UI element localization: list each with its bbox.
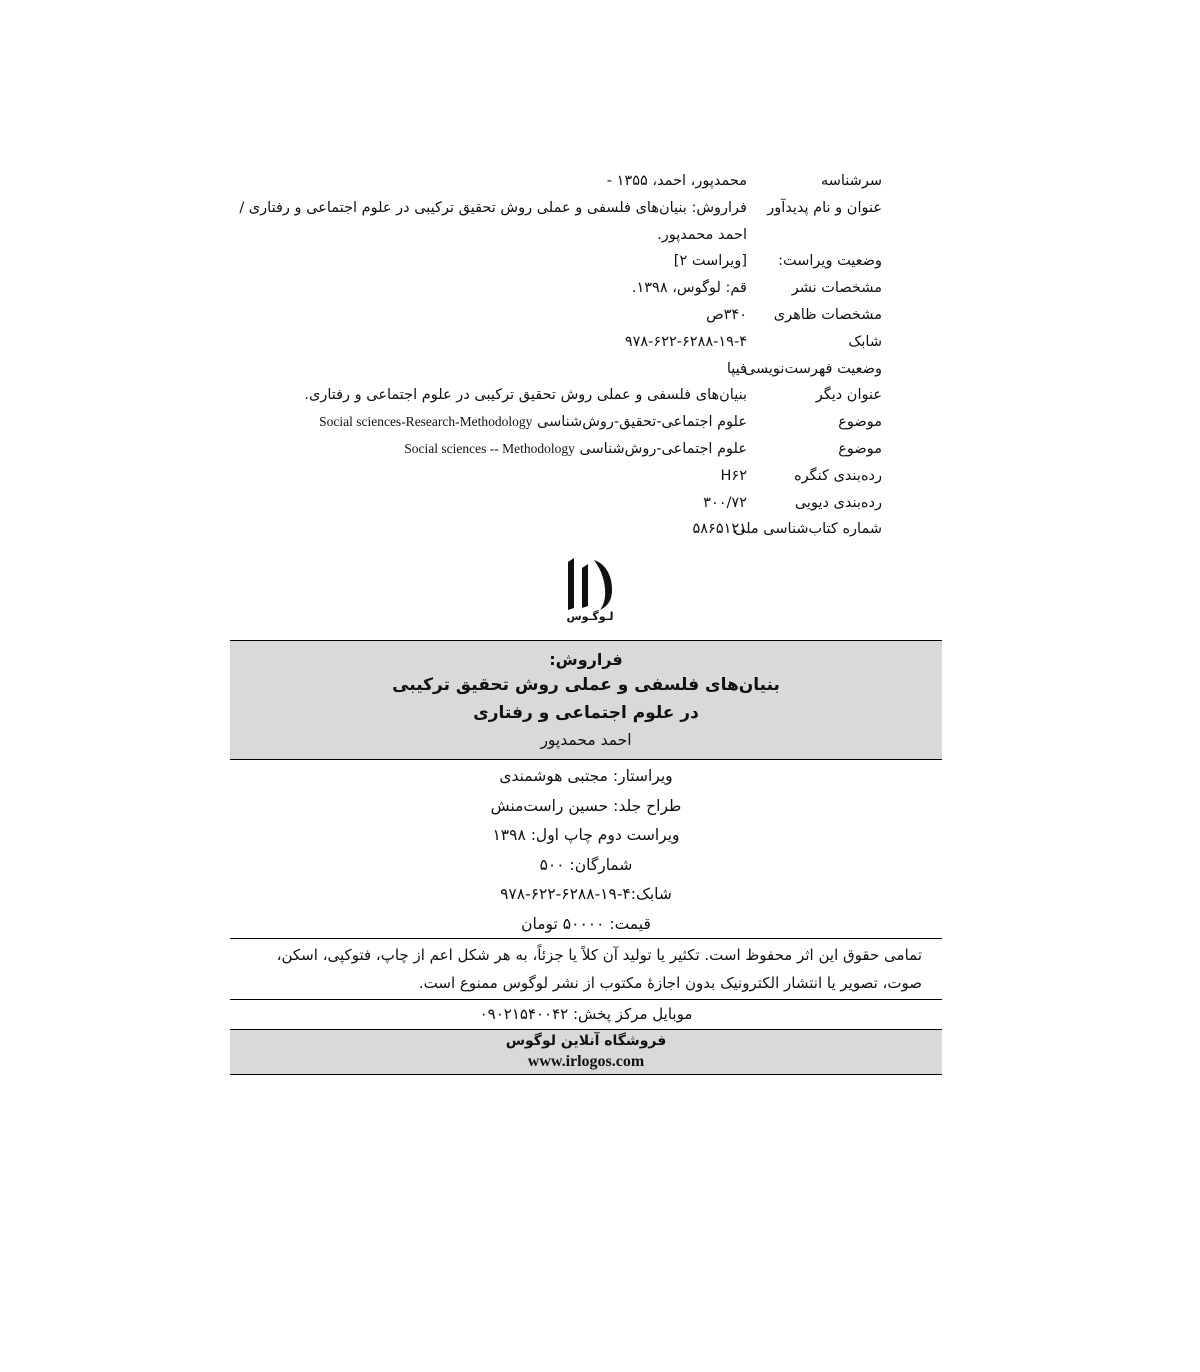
title-box	[230, 640, 942, 760]
cip-value: ۹۷۸-۶۲۲-۶۲۸۸-۱۹-۴	[624, 333, 747, 350]
cip-row	[232, 248, 882, 275]
rights-notice	[230, 938, 942, 1000]
cip-row	[232, 463, 882, 490]
cip-row	[232, 409, 882, 436]
designer-line: طراح جلد: حسین راست‌منش	[490, 796, 682, 815]
cip-row	[232, 329, 882, 356]
cip-label: عنوان و نام پدیدآور	[767, 199, 882, 216]
cip-subject-fa: علوم اجتماعی-تحقیق-روش‌شناسی	[537, 414, 747, 431]
shop-box	[230, 1029, 942, 1075]
shop-url[interactable]: www.irlogos.com	[527, 1053, 645, 1070]
cip-value: فیپا	[726, 360, 747, 377]
cip-row	[232, 382, 882, 409]
cip-value: محمدپور، احمد، ۱۳۵۵ -	[606, 173, 747, 189]
price-line: قیمت: ۵۰۰۰۰ تومان	[521, 914, 651, 933]
cip-value: [ویراست ۲]	[673, 253, 747, 270]
cip-value: فراروش: بنیان‌های فلسفی و عملی روش تحقیق ترکیبی در علوم اجتماعی و رفتاری / احمد محمدپور.	[239, 199, 747, 243]
cip-subject-en: Social sciences-Research-Methodology	[319, 414, 533, 430]
book-author: احمد محمدپور	[540, 731, 632, 749]
cip-label: عنوان دیگر	[815, 387, 882, 404]
cip-label: رده‌بندی کنگره	[794, 467, 882, 484]
rights-line: تمامی حقوق این اثر محفوظ است. تکثیر یا تولید آن کلاً یا جزئاً، به هر شکل اعم از چاپ، فتوکپی، اسکن،	[276, 946, 922, 964]
editor-line: ویراستار: مجتبی هوشمندی	[499, 767, 673, 785]
cip-block	[232, 168, 882, 543]
cip-row	[232, 302, 882, 329]
book-label: فراروش:	[549, 650, 623, 669]
cip-label: موضوع	[838, 414, 882, 431]
cip-subject-fa: علوم اجتماعی-روش‌شناسی	[579, 440, 747, 457]
cip-value	[232, 436, 747, 463]
logo-text: لـوگـوس	[566, 610, 614, 623]
logos-mark-icon	[560, 556, 620, 612]
mobile-line: موبایل مرکز پخش: ۰۹۰۲۱۵۴۰۰۴۲	[479, 1005, 693, 1023]
rights-line: صوت، تصویر یا انتشار الکترونیک بدون اجازهٔ مکتوب از نشر لوگوس ممنوع است.	[418, 974, 922, 992]
cip-label: وضعیت فهرست‌نویسی	[743, 360, 882, 377]
cip-subject-en: Social sciences -- Methodology	[404, 440, 575, 456]
cip-value: H۶۲	[720, 467, 747, 484]
cip-row	[232, 436, 882, 463]
cip-value: بنیان‌های فلسفی و عملی روش تحقیق ترکیبی در علوم اجتماعی و رفتاری.	[304, 387, 747, 404]
cip-row	[232, 195, 882, 249]
cip-label: موضوع	[838, 440, 882, 457]
cip-label: وضعیت ویراست:	[778, 253, 882, 270]
cip-row	[232, 356, 882, 383]
isbn-line: شابک:۴-۱۹-۶۲۸۸-۶۲۲-۹۷۸	[500, 885, 672, 903]
cip-value: قم: لوگوس، ۱۳۹۸.	[631, 280, 747, 297]
cip-label: شماره کتاب‌شناسی ملی	[734, 521, 882, 538]
credits-block	[230, 762, 942, 939]
cip-label: رده‌بندی دیویی	[794, 494, 882, 511]
cip-value: ۳۰۰/۷۲	[703, 494, 747, 511]
book-title-line1: بنیان‌های فلسفی و عملی روش تحقیق ترکیبی	[392, 675, 780, 695]
cip-label: سرشناسه	[820, 173, 882, 189]
cip-value	[232, 409, 747, 436]
cip-label: مشخصات نشر	[791, 280, 882, 297]
print-run-line: شمارگان: ۵۰۰	[539, 855, 633, 874]
publisher-logo	[540, 556, 640, 634]
edition-line: ویراست دوم چاپ اول: ۱۳۹۸	[492, 826, 680, 844]
cip-value: ۳۴۰ص	[706, 306, 747, 323]
cip-label: شابک	[848, 333, 882, 350]
cip-row	[232, 168, 882, 195]
cip-row	[232, 516, 882, 543]
cip-row	[232, 490, 882, 517]
cip-label: مشخصات ظاهری	[773, 306, 882, 323]
cip-row	[232, 275, 882, 302]
shop-name: فروشگاه آنلاین لوگوس	[505, 1033, 667, 1049]
book-title-line2: در علوم اجتماعی و رفتاری	[473, 703, 699, 723]
cip-value: ۵۸۶۵۱۲۱	[692, 521, 747, 538]
